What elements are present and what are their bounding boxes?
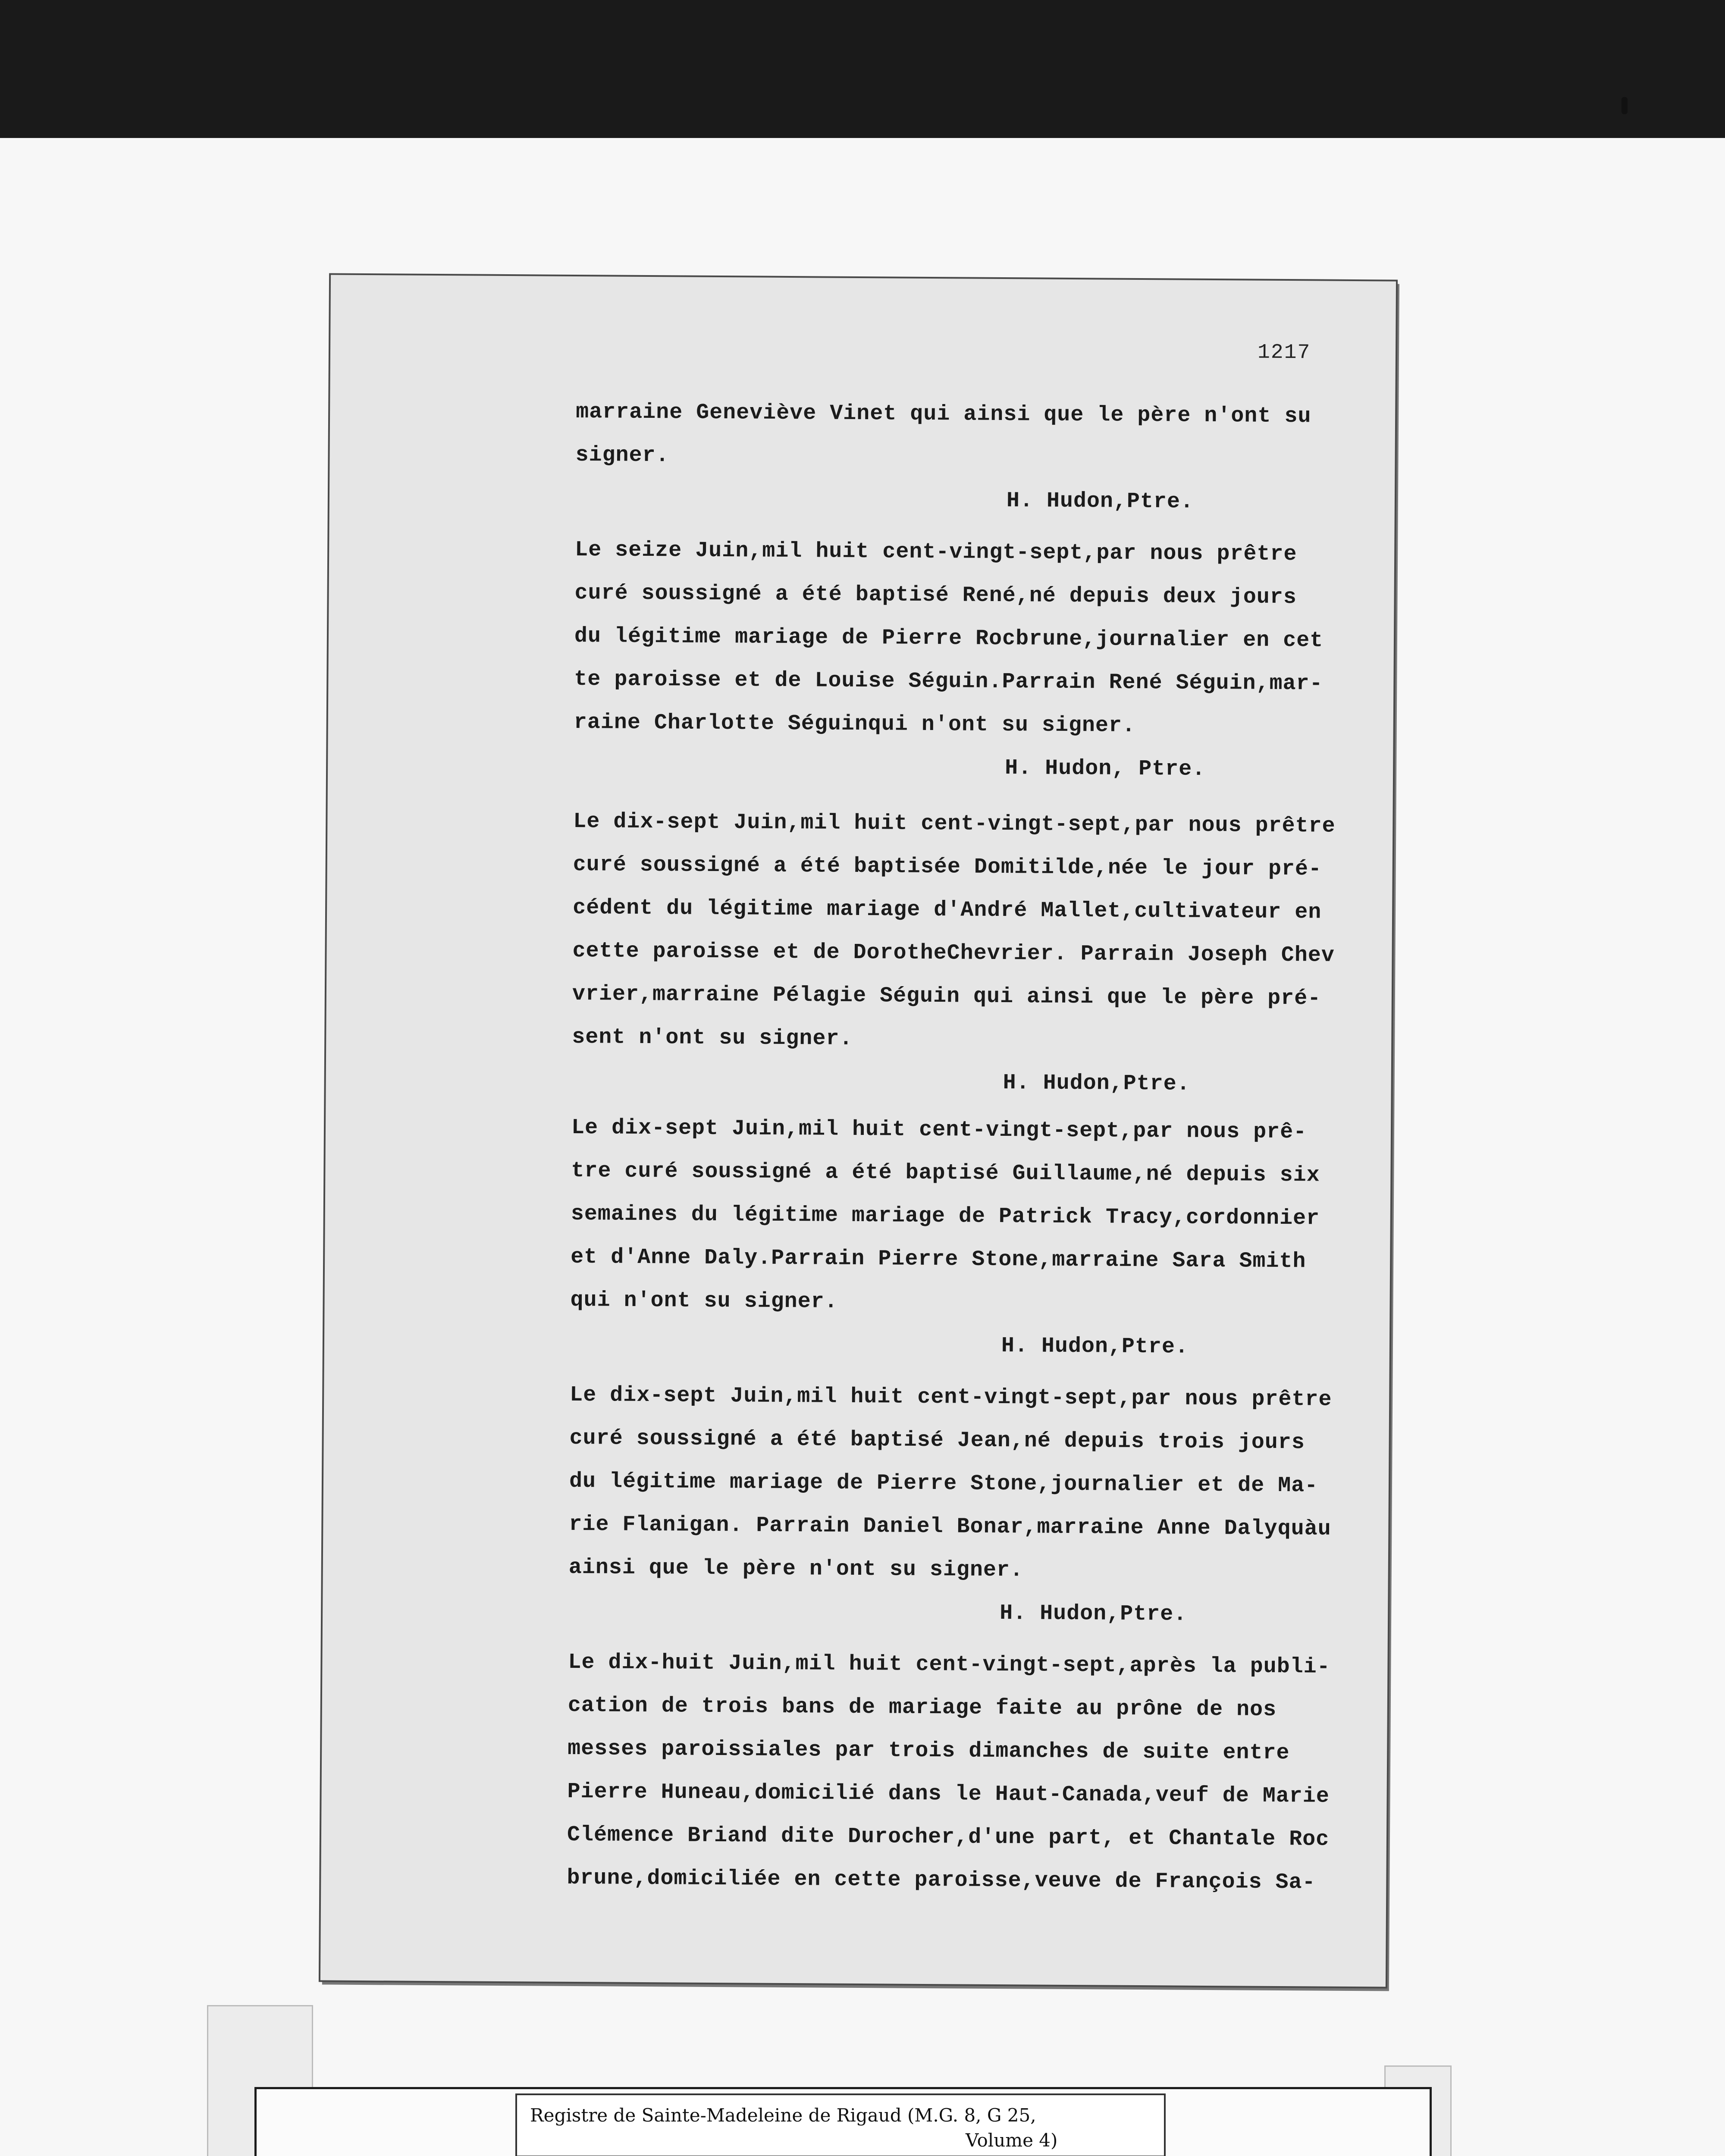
- entry-5: [567, 1641, 1330, 1904]
- page-number: 1217: [1257, 341, 1311, 365]
- entry-line: semaines du légitime mariage de Patrick Tracy,cordonnier: [571, 1201, 1320, 1231]
- entry-3: [570, 1106, 1320, 1369]
- film-edge-mark: [1622, 97, 1628, 114]
- reference-line: Volume 4): [966, 2130, 1058, 2151]
- entry-line: Le seize Juin,mil huit cent-vingt-sept,par nous prêtre: [575, 537, 1297, 567]
- signature: H. Hudon,Ptre.: [1003, 1071, 1190, 1097]
- entry-line: Pierre Huneau,domicilié dans le Haut-Canada,veuf de Marie: [567, 1779, 1330, 1809]
- entry-line: cédent du légitime mariage d'André Mallet,cultivateur en: [572, 895, 1322, 925]
- entry-line: tre curé soussigné a été baptisé Guillaume,né depuis six: [571, 1158, 1320, 1188]
- signature: H. Hudon,Ptre.: [1001, 1334, 1189, 1360]
- entry-line: sent n'ont su signer.: [572, 1025, 853, 1051]
- entry-line: messes paroissiales par trois dimanches de suite entre: [568, 1736, 1290, 1766]
- microfilm-top-border: [0, 0, 1725, 138]
- entry-line: du légitime mariage de Pierre Rocbrune,journalier en cet: [574, 624, 1324, 653]
- entry-line: Le dix-sept Juin,mil huit cent-vingt-sept,par nous prê-: [571, 1115, 1307, 1145]
- register-page: [320, 275, 1396, 1987]
- entry-line: et d'Anne Daly.Parrain Pierre Stone,marraine Sara Smith: [571, 1244, 1306, 1274]
- entry-line: cette paroisse et de DorotheChevrier. Parrain Joseph Chev: [572, 938, 1335, 968]
- entry-line: curé soussigné a été baptisé René,né depuis deux jours: [574, 580, 1297, 610]
- entry-line: Le dix-huit Juin,mil huit cent-vingt-sept,après la publi-: [568, 1650, 1330, 1680]
- entry-line: du légitime mariage de Pierre Stone,journalier et de Ma-: [569, 1469, 1318, 1498]
- entry-line: Clémence Briand dite Durocher,d'une part, et Chantale Roc: [567, 1822, 1330, 1852]
- entry-2: [571, 800, 1336, 1106]
- entry-line: qui n'ont su signer.: [570, 1288, 838, 1314]
- reference-slip: [515, 2093, 1166, 2156]
- entry-line: rie Flanigan. Parrain Daniel Bonar,marraine Anne Dalyquàu: [569, 1512, 1331, 1542]
- signature: H. Hudon, Ptre.: [1004, 756, 1206, 782]
- entry-line: Le dix-sept Juin,mil huit cent-vingt-sept,par nous prêtre: [573, 809, 1336, 839]
- entry-line: curé soussigné a été baptisée Domitilde,née le jour pré-: [573, 852, 1322, 882]
- entry-line: marraine Geneviève Vinet qui ainsi que le père n'ont su: [575, 399, 1311, 429]
- entry-line: vrier,marraine Pélagie Séguin qui ainsi que le père pré-: [572, 981, 1321, 1011]
- entry-line: ainsi que le père n'ont su signer.: [568, 1555, 1024, 1583]
- signature: H. Hudon,Ptre.: [1006, 489, 1194, 514]
- entry-line: brune,domiciliée en cette paroisse,veuve de François Sa-: [567, 1865, 1316, 1895]
- entry-line: signer.: [575, 442, 669, 468]
- entry-line: Le dix-sept Juin,mil huit cent-vingt-sept,par nous prêtre: [570, 1382, 1332, 1412]
- entry-4: [568, 1374, 1332, 1637]
- entry-0: [575, 391, 1318, 525]
- entry-line: cation de trois bans de mariage faite au prône de nos: [568, 1693, 1277, 1722]
- entry-line: raine Charlotte Séguinqui n'ont su signer.: [574, 710, 1136, 738]
- entry-1: [574, 529, 1324, 792]
- entry-line: te paroisse et de Louise Séguin.Parrain René Séguin,mar-: [574, 667, 1323, 696]
- entry-line: curé soussigné a été baptisé Jean,né depuis trois jours: [569, 1426, 1305, 1455]
- signature: H. Hudon,Ptre.: [999, 1601, 1187, 1627]
- reference-line: Registre de Sainte-Madeleine de Rigaud (M.G. 8, G 25,: [530, 2105, 1036, 2126]
